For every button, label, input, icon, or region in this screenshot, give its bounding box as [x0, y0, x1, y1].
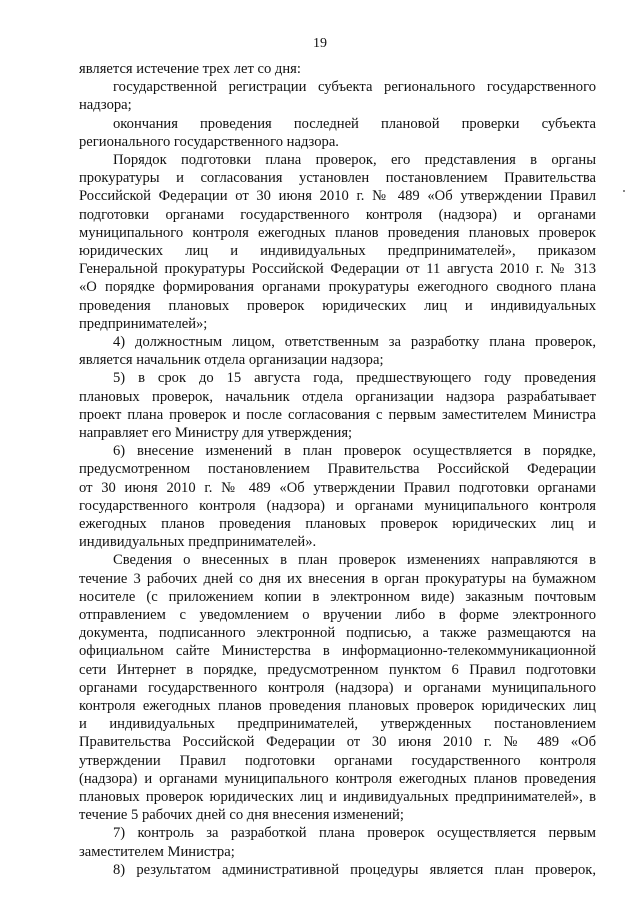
text-line: проект плана проверок и после согласования с первым заместителем Министра [79, 407, 596, 423]
text-line: Сведения о внесенных в план проверок изменениях направляются в [113, 552, 596, 568]
text-line: индивидуальных предпринимателей». [79, 534, 317, 550]
text-line: и индивидуальных предпринимателей, утвержденных постановлением [79, 716, 596, 732]
text-line: Правительства Российской Федерации от 30 июня 2010 г. № 489 «Об [79, 734, 596, 750]
text-line: проведения плановых проверок юридических лиц и индивидуальных [79, 298, 596, 314]
text-line: является начальник отдела организации надзора; [79, 352, 384, 368]
page-number: 19 [313, 36, 327, 51]
text-line: прокуратуры и согласования установлен постановлением Правительства [79, 170, 596, 186]
text-line: Порядок подготовки плана проверок, его представления в органы [113, 152, 596, 168]
text-line: направляет его Министру для утверждения; [79, 425, 353, 441]
text-line: сети Интернет в порядке, предусмотренном пунктом 6 Правил подготовки [79, 662, 596, 678]
text-line: предпринимателей»; [79, 316, 208, 332]
text-line: Российской Федерации от 30 июня 2010 г. № 489 «Об утверждении Правил [79, 188, 596, 204]
text-line: предусмотренном постановлением Правительства Российской Федерации [79, 461, 596, 477]
text-line: плановых проверок юридических лиц и индивидуальных предпринимателей», в [79, 789, 596, 805]
text-line: является истечение трех лет со дня: [79, 61, 301, 77]
text-line: 8) результатом административной процедуры является план проверок, [113, 862, 596, 878]
text-line: окончания проведения последней плановой проверки субъекта [113, 116, 596, 132]
text-line: 5) в срок до 15 августа года, предшествующего году проведения [113, 370, 596, 386]
text-line: государственного контроля (надзора) и органами муниципального контроля [79, 498, 596, 514]
text-line: официальном сайте Министерства в информационно-телекоммуникационной [79, 643, 596, 659]
text-line: утверждении Правил подготовки органами государственного контроля [79, 753, 596, 769]
text-line: от 30 июня 2010 г. № 489 «Об утверждении Правил подготовки органами [79, 480, 596, 496]
text-line: заместителем Министра; [79, 844, 235, 860]
text-line: регионального государственного надзора. [79, 134, 339, 150]
text-line: отправлением с уведомлением о вручении либо в форме электронного [79, 607, 596, 623]
text-line: течение 5 рабочих дней со дня внесения изменений; [79, 807, 404, 823]
text-line: 4) должностным лицом, ответственным за разработку плана проверок, [113, 334, 596, 350]
text-line: плановых проверок, начальник отдела организации надзора разрабатывает [79, 389, 596, 405]
text-line: «О порядке формирования органами прокуратуры ежегодного сводного плана [79, 279, 596, 295]
margin-mark [623, 190, 625, 192]
text-line: ежегодных планов проведения плановых проверок юридических лиц и [79, 516, 596, 532]
text-line: государственной регистрации субъекта регионального государственного [113, 79, 596, 95]
text-line: документа, подписанного электронной подписью, а также размещаются на [79, 625, 596, 641]
text-line: контроля ежегодных планов проведения плановых проверок юридических лиц [79, 698, 596, 714]
text-line: надзора; [79, 97, 132, 113]
text-line: носителе (с приложением копии в электронном виде) заказным почтовым [79, 589, 596, 605]
text-line: органами государственного контроля (надзора) и органами муниципального [79, 680, 596, 696]
text-line: подготовки органами государственного контроля (надзора) и органами [79, 207, 596, 223]
text-line: течение 3 рабочих дней со дня их внесения в орган прокуратуры на бумажном [79, 571, 596, 587]
text-line: муниципального контроля ежегодных планов проведения плановых проверок [79, 225, 596, 241]
text-line: Генеральной прокуратуры Российской Федерации от 11 августа 2010 г. № 313 [79, 261, 596, 277]
text-line: 6) внесение изменений в план проверок осуществляется в порядке, [113, 443, 596, 459]
text-line: (надзора) и органами муниципального контроля ежегодных планов проведения [79, 771, 596, 787]
text-line: юридических лиц и индивидуальных предпринимателей», приказом [79, 243, 596, 259]
text-line: 7) контроль за разработкой плана проверок осуществляется первым [113, 825, 596, 841]
